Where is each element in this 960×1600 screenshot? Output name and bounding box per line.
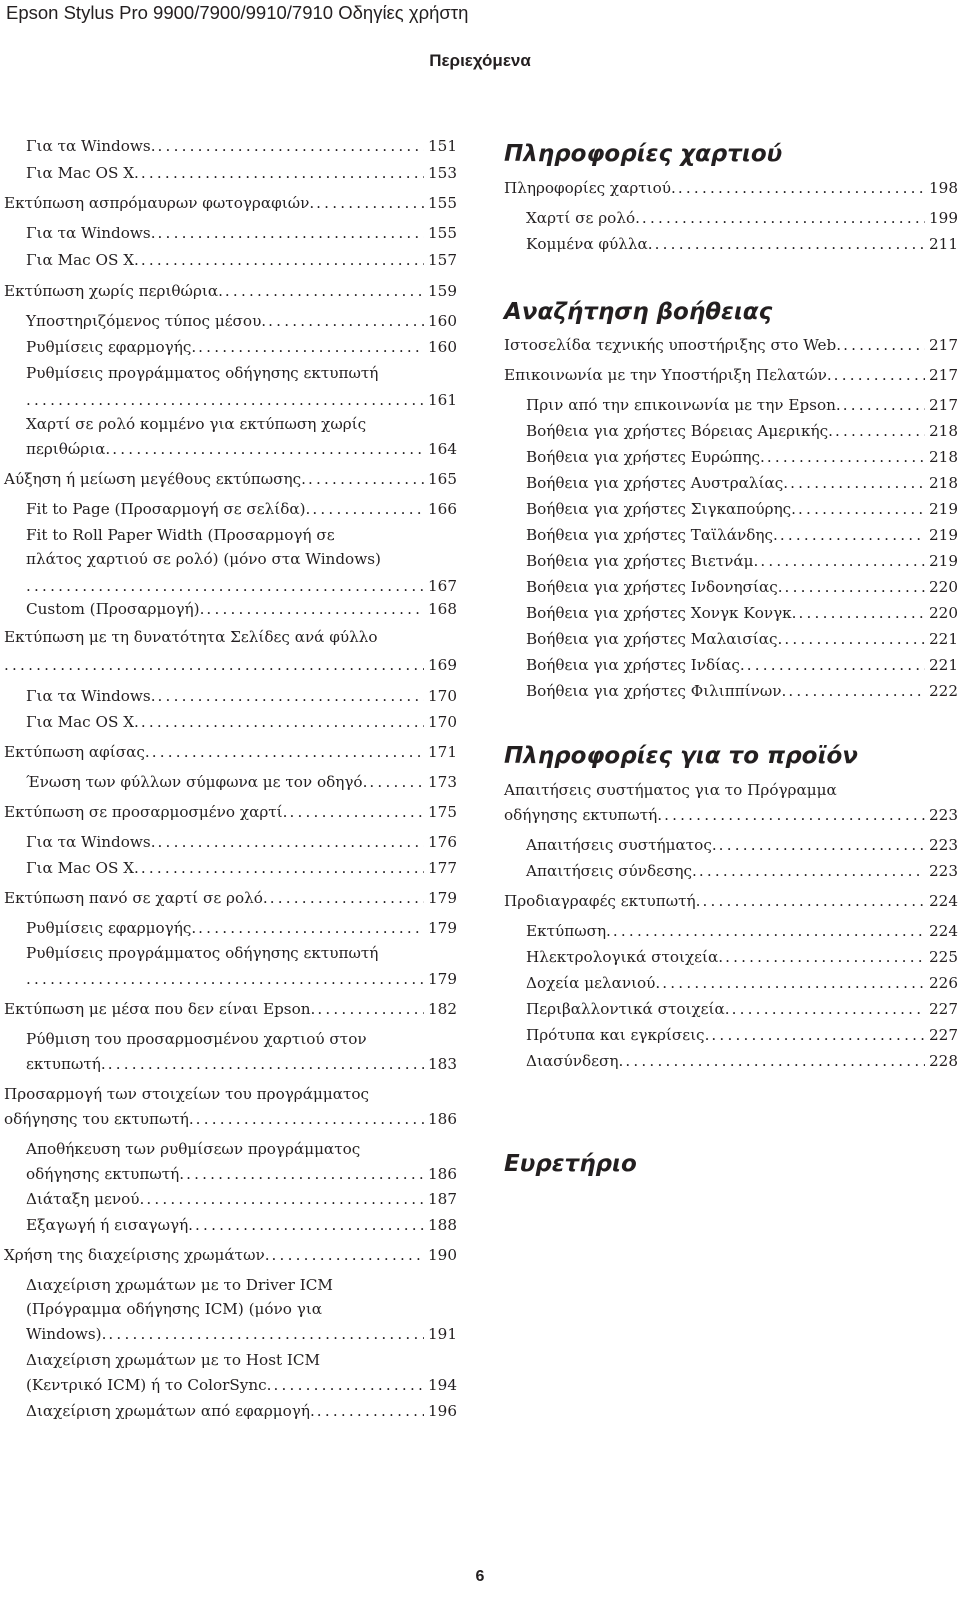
page-ref: 160: [428, 338, 457, 356]
toc-entry[interactable]: Χρήση της διαχείρισης χρωμάτων. ..... 190: [4, 1243, 457, 1267]
page-ref: 218: [929, 474, 958, 492]
toc-entry[interactable]: Για Mac OS X. ..... 153: [26, 161, 457, 185]
page-ref: 227: [929, 1026, 958, 1044]
leader-dots: [702, 889, 925, 913]
leader-dots: [308, 467, 424, 491]
toc-entry[interactable]: Βοήθεια για χρήστες Μαλαισίας. ..... 221: [526, 627, 958, 651]
toc-entry[interactable]: Πληροφορίες χαρτιού. ..... 198: [504, 176, 958, 200]
page-ref: 186: [428, 1110, 457, 1128]
leader-dots: [158, 134, 424, 158]
page-number: 6: [475, 1568, 485, 1585]
toc-entry[interactable]: Περιβαλλοντικά στοιχεία. ..... 227: [526, 997, 958, 1021]
leader-dots: [198, 916, 424, 940]
leader-dots: [316, 191, 424, 215]
page-ref: 182: [428, 1000, 457, 1018]
page-ref: 218: [929, 448, 958, 466]
leader-dots: [719, 833, 925, 857]
toc-entry[interactable]: Ένωση των φύλλων σύμφωνα με τον οδηγό. ..... 173: [26, 770, 457, 794]
page-ref: 159: [428, 282, 457, 300]
leader-dots: [268, 309, 424, 333]
toc-entry[interactable]: Fit to Roll Paper Width (Προσαρμογή σε πλάτος χαρτιού σε ρολό) (μόνο στα Windows) ..... 167: [26, 523, 457, 598]
toc-entry[interactable]: Διασύνδεση. ..... 228: [526, 1049, 958, 1073]
toc-entry[interactable]: Εκτύπωση σε προσαρμοσμένο χαρτί. ..... 175: [4, 800, 457, 824]
page-ref: 196: [428, 1402, 457, 1420]
leader-dots: [289, 800, 424, 824]
page-ref: 170: [428, 713, 457, 731]
leader-dots: [196, 1107, 424, 1131]
section-heading[interactable]: Πληροφορίες για το προϊόν: [504, 743, 858, 769]
toc-entry[interactable]: Ρυθμίσεις προγράμματος οδήγησης εκτυπωτή ..... 161: [26, 361, 457, 412]
leader-dots: [225, 279, 424, 303]
toc-entry[interactable]: Ρυθμίσεις εφαρμογής. ..... 160: [26, 335, 457, 359]
page-ref: 179: [428, 889, 457, 907]
toc-entry[interactable]: Για τα Windows. ..... 151: [26, 134, 457, 158]
toc-entry[interactable]: Για Mac OS X. ..... 170: [26, 710, 457, 734]
page-ref: 223: [929, 836, 958, 854]
leader-dots: [678, 176, 925, 200]
toc-entry[interactable]: Για τα Windows. ..... 176: [26, 830, 457, 854]
leader-dots: [317, 1399, 424, 1423]
leader-dots: [843, 393, 925, 417]
page-ref: 224: [929, 922, 958, 940]
leader-dots: [784, 627, 925, 651]
toc-entry[interactable]: Ρυθμίσεις εφαρμογής. ..... 179: [26, 916, 457, 940]
toc-entry[interactable]: Χαρτί σε ρολό κομμένο για εκτύπωση χωρίς περιθώρια. ..... 164: [26, 412, 457, 461]
toc-entry[interactable]: Βοήθεια για χρήστες Βόρειας Αμερικής. ..... 218: [526, 419, 958, 443]
toc-entry[interactable]: Για τα Windows. ..... 170: [26, 684, 457, 708]
leader-dots: [790, 471, 925, 495]
toc-entry[interactable]: Εκτύπωση χωρίς περιθώρια. ..... 159: [4, 279, 457, 303]
leader-dots: [760, 549, 925, 573]
leader-dots: [613, 919, 925, 943]
leader-dots: [141, 856, 424, 880]
toc-entry[interactable]: Βοήθεια για χρήστες Βιετνάμ. ..... 219: [526, 549, 958, 573]
toc-left-column: [4, 0, 457, 1600]
toc-entry[interactable]: Ιστοσελίδα τεχνικής υποστήριξης στο Web. ..... 217: [504, 333, 958, 357]
leader-dots: [4, 653, 424, 677]
toc-entry[interactable]: Αύξηση ή μείωση μεγέθους εκτύπωσης. ..... 165: [4, 467, 457, 491]
page-ref: 227: [929, 1000, 958, 1018]
leader-dots: [26, 967, 424, 991]
leader-dots: [146, 1187, 424, 1211]
leader-dots: [843, 333, 925, 357]
page-ref: 175: [428, 803, 457, 821]
page-ref: 198: [929, 179, 958, 197]
section-title: Περιεχόμενα: [429, 51, 531, 70]
leader-dots: [26, 388, 424, 412]
page-ref: 173: [428, 773, 457, 791]
leader-dots: [195, 1213, 424, 1237]
page-ref: 188: [428, 1216, 457, 1234]
leader-dots: [26, 574, 424, 598]
leader-dots: [112, 437, 424, 461]
page-ref: 168: [428, 600, 457, 618]
leader-dots: [798, 497, 925, 521]
toc-entry[interactable]: Διαχείριση χρωμάτων από εφαρμογή. ..... 196: [26, 1399, 457, 1423]
page-ref: 220: [929, 604, 958, 622]
page-ref: 183: [428, 1055, 457, 1073]
toc-entry[interactable]: Προσαρμογή των στοιχείων του προγράμματος οδήγησης του εκτυπωτή. ..... 186: [4, 1082, 457, 1131]
toc-entry[interactable]: Custom (Προσαρμογή). ..... 168: [26, 597, 457, 621]
leader-dots: [158, 221, 424, 245]
page-ref: 219: [929, 552, 958, 570]
leader-dots: [272, 1243, 424, 1267]
leader-dots: [835, 419, 925, 443]
page-ref: 217: [929, 366, 958, 384]
page-ref: 219: [929, 500, 958, 518]
toc-entry[interactable]: Βοήθεια για χρήστες Φιλιππίνων. ..... 222: [526, 679, 958, 703]
page-ref: 179: [428, 970, 457, 988]
page-ref: 177: [428, 859, 457, 877]
toc-entry[interactable]: Εξαγωγή ή εισαγωγή. ..... 188: [26, 1213, 457, 1237]
toc-entry[interactable]: Εκτύπωση ασπρόμαυρων φωτογραφιών. ..... 155: [4, 191, 457, 215]
toc-entry[interactable]: Βοήθεια για χρήστες Αυστραλίας. ..... 218: [526, 471, 958, 495]
leader-dots: [767, 445, 925, 469]
toc-entry[interactable]: Ρύθμιση του προσαρμοσμένου χαρτιού στον εκτυπωτή. ..... 183: [26, 1027, 457, 1076]
page-ref: 228: [929, 1052, 958, 1070]
leader-dots: [198, 335, 424, 359]
toc-entry[interactable]: Εκτύπωση πανό σε χαρτί σε ρολό. ..... 179: [4, 886, 457, 910]
leader-dots: [625, 1049, 925, 1073]
page-ref: 217: [929, 336, 958, 354]
toc-entry[interactable]: Βοήθεια για χρήστες Ινδίας. ..... 221: [526, 653, 958, 677]
leader-dots: [711, 1023, 925, 1047]
page-ref: 221: [929, 630, 958, 648]
toc-entry[interactable]: Κομμένα φύλλα. ..... 211: [526, 232, 958, 256]
page-ref: 226: [929, 974, 958, 992]
section-heading[interactable]: Πληροφορίες χαρτιού: [504, 141, 783, 167]
page-ref: 166: [428, 500, 457, 518]
page-ref: 224: [929, 892, 958, 910]
section-heading[interactable]: Ευρετήριο: [504, 1151, 637, 1177]
page-ref: 157: [428, 251, 457, 269]
page-ref: 225: [929, 948, 958, 966]
page-ref: 222: [929, 682, 958, 700]
leader-dots: [732, 997, 925, 1021]
toc-entry[interactable]: Για τα Windows. ..... 155: [26, 221, 457, 245]
leader-dots: [317, 997, 424, 1021]
leader-dots: [141, 161, 424, 185]
page-ref: 179: [428, 919, 457, 937]
page-ref: 217: [929, 396, 958, 414]
toc-entry[interactable]: Ηλεκτρολογικά στοιχεία. ..... 225: [526, 945, 958, 969]
toc-entry[interactable]: Fit to Page (Προσαρμογή σε σελίδα). ..... 166: [26, 497, 457, 521]
document-title: Epson Stylus Pro 9900/7900/9910/7910 Οδηγίες χρήστη: [6, 2, 469, 23]
page-ref: 151: [428, 137, 457, 155]
leader-dots: [141, 248, 424, 272]
leader-dots: [141, 710, 424, 734]
toc-entry[interactable]: Απαιτήσεις συστήματος. ..... 223: [526, 833, 958, 857]
toc-entry[interactable]: Πρότυπα και εγκρίσεις. ..... 227: [526, 1023, 958, 1047]
leader-dots: [655, 232, 925, 256]
toc-entry[interactable]: Διαχείριση χρωμάτων με το Driver ICM (Πρόγραμμα οδήγησης ICM) (μόνο για Windows). ..... 191: [26, 1273, 457, 1346]
page-ref: 223: [929, 862, 958, 880]
toc-entry[interactable]: Βοήθεια για χρήστες Ευρώπης. ..... 218: [526, 445, 958, 469]
page-ref: 155: [428, 224, 457, 242]
page-ref: 191: [428, 1325, 457, 1343]
leader-dots: [369, 770, 424, 794]
page-ref: 223: [929, 806, 958, 824]
toc-entry[interactable]: Δοχεία μελανιού. ..... 226: [526, 971, 958, 995]
toc-entry[interactable]: Βοήθεια για χρήστες Ινδονησίας. ..... 220: [526, 575, 958, 599]
toc-entry[interactable]: Εκτύπωση με τη δυνατότητα Σελίδες ανά φύλλο ..... 169: [4, 625, 457, 677]
leader-dots: [834, 363, 925, 387]
leader-dots: [186, 1162, 424, 1186]
leader-dots: [725, 945, 925, 969]
leader-dots: [206, 597, 424, 621]
toc-entry[interactable]: Για Mac OS X. ..... 177: [26, 856, 457, 880]
leader-dots: [158, 684, 424, 708]
page-ref: 153: [428, 164, 457, 182]
page-ref: 211: [929, 235, 958, 253]
page-ref: 165: [428, 470, 457, 488]
section-heading[interactable]: Αναζήτηση βοήθειας: [504, 299, 773, 325]
leader-dots: [785, 575, 925, 599]
page-ref: 171: [428, 743, 457, 761]
toc-entry[interactable]: Αποθήκευση των ρυθμίσεων προγράμματος οδήγησης εκτυπωτή. ..... 186: [26, 1137, 457, 1186]
leader-dots: [798, 601, 925, 625]
leader-dots: [158, 830, 424, 854]
toc-entry[interactable]: Εκτύπωση αφίσας. ..... 171: [4, 740, 457, 764]
page-ref: 221: [929, 656, 958, 674]
page-ref: 160: [428, 312, 457, 330]
page-ref: 155: [428, 194, 457, 212]
leader-dots: [780, 523, 925, 547]
toc-entry[interactable]: Διαχείριση χρωμάτων με το Host ICM (Κεντρικό ICM) ή το ColorSync. ..... 194: [26, 1348, 457, 1397]
leader-dots: [664, 803, 925, 827]
toc-entry[interactable]: Βοήθεια για χρήστες Χονγκ Κονγκ. ..... 220: [526, 601, 958, 625]
page-ref: 199: [929, 209, 958, 227]
toc-entry[interactable]: Για Mac OS X. ..... 157: [26, 248, 457, 272]
page-ref: 219: [929, 526, 958, 544]
leader-dots: [273, 1373, 424, 1397]
page-ref: 167: [428, 577, 457, 595]
page-ref: 169: [428, 656, 457, 674]
leader-dots: [642, 206, 925, 230]
page-ref: 194: [428, 1376, 457, 1394]
toc-entry[interactable]: Βοήθεια για χρήστες Σιγκαπούρης. ..... 219: [526, 497, 958, 521]
toc-entry[interactable]: Ρυθμίσεις προγράμματος οδήγησης εκτυπωτή ..... 179: [26, 941, 457, 991]
toc-entry[interactable]: Επικοινωνία με την Υποστήριξη Πελατών. ..... 217: [504, 363, 958, 387]
leader-dots: [312, 497, 424, 521]
leader-dots: [152, 740, 424, 764]
toc-entry[interactable]: Πριν από την επικοινωνία με την Epson. ..... 217: [526, 393, 958, 417]
toc-entry[interactable]: Απαιτήσεις σύνδεσης. ..... 223: [526, 859, 958, 883]
leader-dots: [699, 859, 925, 883]
toc-right-column: [504, 0, 958, 1600]
toc-entry[interactable]: Απαιτήσεις συστήματος για το Πρόγραμμα οδήγησης εκτυπωτή. ..... 223: [504, 778, 958, 827]
page-ref: 161: [428, 391, 457, 409]
leader-dots: [108, 1322, 424, 1346]
toc-entry[interactable]: Προδιαγραφές εκτυπωτή. ..... 224: [504, 889, 958, 913]
leader-dots: [788, 679, 925, 703]
toc-entry[interactable]: Βοήθεια για χρήστες Ταϊλάνδης. ..... 219: [526, 523, 958, 547]
leader-dots: [108, 1052, 424, 1076]
page-ref: 164: [428, 440, 457, 458]
toc-entry[interactable]: Διάταξη μενού. ..... 187: [26, 1187, 457, 1211]
toc-entry[interactable]: Εκτύπωση με μέσα που δεν είναι Epson. ..... 182: [4, 997, 457, 1021]
page-ref: 176: [428, 833, 457, 851]
page-ref: 170: [428, 687, 457, 705]
page-ref: 186: [428, 1165, 457, 1183]
leader-dots: [662, 971, 925, 995]
page-ref: 190: [428, 1246, 457, 1264]
leader-dots: [270, 886, 424, 910]
leader-dots: [747, 653, 925, 677]
page-ref: 218: [929, 422, 958, 440]
toc-entry[interactable]: Χαρτί σε ρολό. ..... 199: [526, 206, 958, 230]
toc-entry[interactable]: Εκτύπωση. ..... 224: [526, 919, 958, 943]
page-ref: 220: [929, 578, 958, 596]
toc-entry[interactable]: Υποστηριζόμενος τύπος μέσου. ..... 160: [26, 309, 457, 333]
page-ref: 187: [428, 1190, 457, 1208]
